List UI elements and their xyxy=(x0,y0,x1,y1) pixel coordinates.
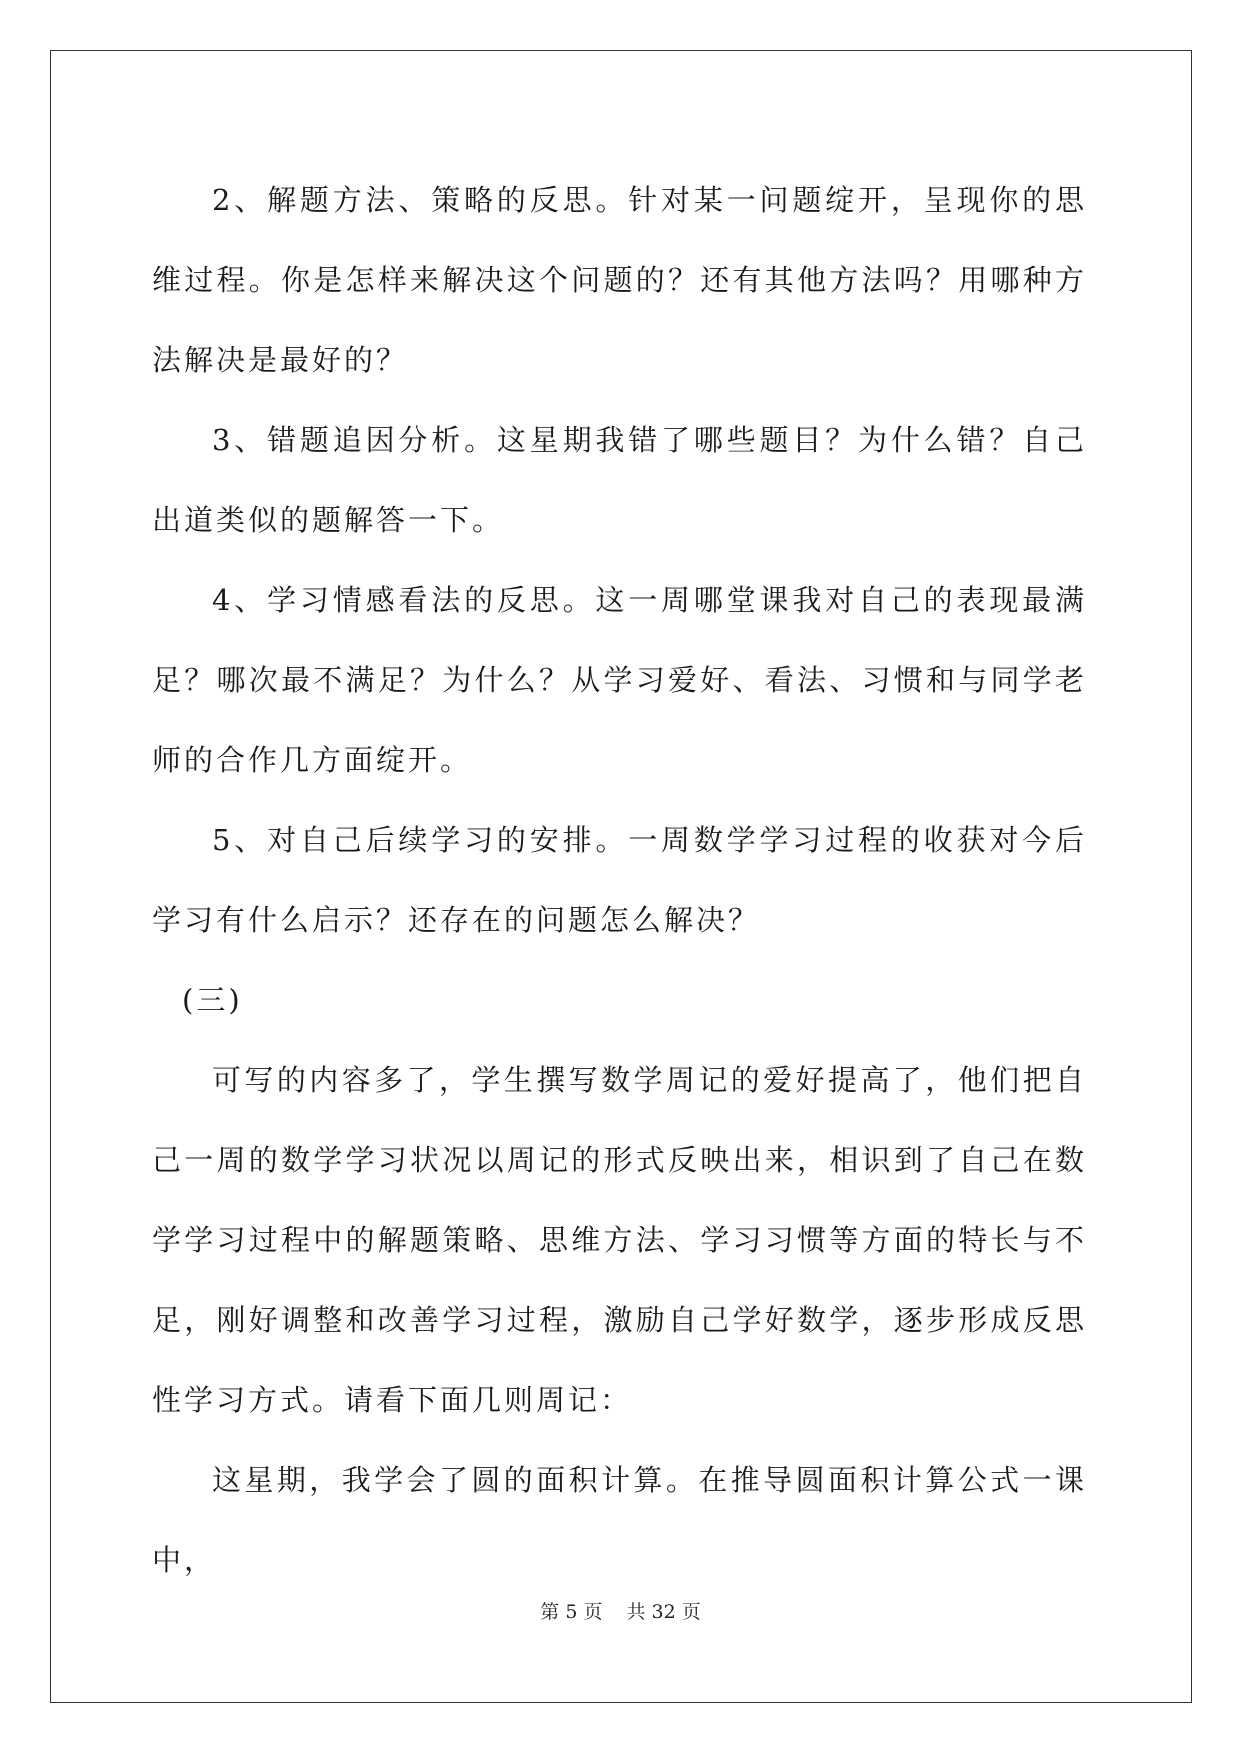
paragraph-attitude-reflection: 4、学习情感看法的反思。这一周哪堂课我对自己的表现最满足？哪次最不满足？为什么？从学习爱好、看法、习惯和与同学老师的合作几方面绽开。 xyxy=(152,583,1087,777)
paragraph-learning-plan: 5、对自己后续学习的安排。一周数学学习过程的收获对今后学习有什么启示？还存在的问题怎么解决？ xyxy=(152,823,1087,937)
paragraph-weekly-journal: 可写的内容多了，学生撰写数学周记的爱好提高了，他们把自己一周的数学学习状况以周记的形式反映出来，相识到了自己在数学学习过程中的解题策略、思维方法、学习习惯等方面的特长与不足，刚好调整和改善学习过程，激励自己学好数学，逐步形成反思性学习方式。请看下面几则周记： xyxy=(152,1063,1087,1417)
paragraph-reflection-methods: 2、解题方法、策略的反思。针对某一问题绽开，呈现你的思维过程。你是怎样来解决这个问题的？还有其他方法吗？用哪种方法解决是最好的？ xyxy=(152,183,1087,377)
document-body xyxy=(152,160,1087,1600)
page-total: 共 32 页 xyxy=(626,1601,701,1623)
page-number: 第 5 页 xyxy=(540,1601,603,1623)
section-heading-three: (三) xyxy=(182,983,243,1017)
paragraph-journal-example: 这星期，我学会了圆的面积计算。在推导圆面积计算公式一课中， xyxy=(152,1463,1087,1577)
page-footer xyxy=(0,1597,1241,1624)
paragraph-error-analysis: 3、错题追因分析。这星期我错了哪些题目？为什么错？自己出道类似的题解答一下。 xyxy=(152,423,1087,537)
